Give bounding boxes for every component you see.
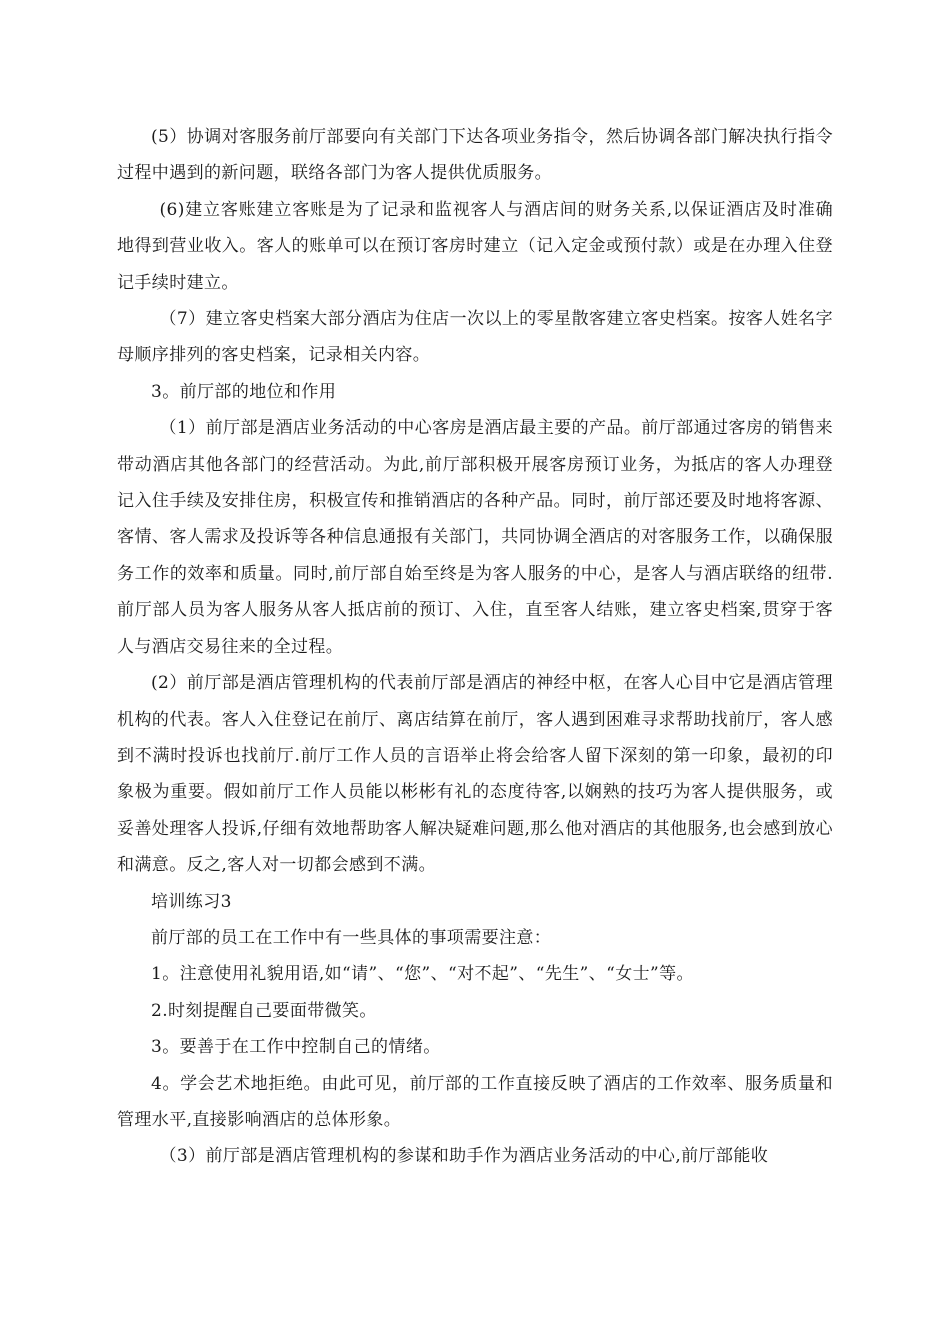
list-item-smile: 2.时刻提醒自己要面带微笑。 <box>151 1000 377 1021</box>
list-item-decline-artfully: 4。学会艺术地拒绝。由此可见，前厅部的工作直接反映了酒店的工作效率、服务质量和管理水平,直接影响酒店的总体形象。 <box>117 1073 833 1130</box>
list-item-polite-language: 1。注意使用礼貌用语,如“请”、“您”、“对不起”、“先生”、“女士”等。 <box>151 964 694 985</box>
paragraph-coordinate-service: (5）协调对客服务前厅部要向有关部门下达各项业务指令，然后协调各部门解决执行指令过程中遇到的新问题，联络各部门为客人提供优质服务。 <box>117 127 833 184</box>
section-heading-training-exercise: 培训练习3 <box>151 891 232 912</box>
list-item-control-emotions: 3。要善于在工作中控制自己的情绪。 <box>151 1037 441 1058</box>
paragraph-staff-notes-intro: 前厅部的员工在工作中有一些具体的事项需要注意： <box>151 927 552 948</box>
paragraph-business-center: （1）前厅部是酒店业务活动的中心客房是酒店最主要的产品。前厅部通过客房的销售来带动酒店其他各部门的经营活动。为此,前厅部积极开展客房预订业务，为抵店的客人办理登记入住手续及安排住房，积极宣传和推销酒店的各种产品。同时，前厅部还要及时地将客源、客情、客人需求及投诉等各种信息通报有关部门，共同协调全酒店的对客服务工作，以确保服务工作的效率和质量。同时,前厅部自始至终是为客人服务的中心，是客人与酒店联络的纽带.前厅部人员为客人服务从客人抵店前的预订、入住，直至客人结账，建立客史档案,贯穿于客人与酒店交易往来的全过程。 <box>117 418 833 657</box>
document-page <box>117 119 833 1175</box>
paragraph-guest-account: (6)建立客账建立客账是为了记录和监视客人与酒店间的财务关系,以保证酒店及时准确地得到营业收入。客人的账单可以在预订客房时建立（记入定金或预付款）或是在办理入住登记手续时建立。 <box>117 199 833 293</box>
paragraph-advisor-assistant: （3）前厅部是酒店管理机构的参谋和助手作为酒店业务活动的中心,前厅部能收 <box>159 1146 769 1167</box>
paragraph-guest-history: （7）建立客史档案大部分酒店为住店一次以上的零星散客建立客史档案。按客人姓名字母顺序排列的客史档案，记录相关内容。 <box>117 309 833 366</box>
paragraph-management-representative: (2）前厅部是酒店管理机构的代表前厅部是酒店的神经中枢，在客人心目中它是酒店管理机构的代表。客人入住登记在前厅、离店结算在前厅，客人遇到困难寻求帮助找前厅，客人感到不满时投诉也找前厅.前厅工作人员的言语举止将会给客人留下深刻的第一印象，最初的印象极为重要。假如前厅工作人员能以彬彬有礼的态度待客,以娴熟的技巧为客人提供服务，或妥善处理客人投诉,仔细有效地帮助客人解决疑难问题,那么他对酒店的其他服务,也会感到放心和满意。反之,客人对一切都会感到不满。 <box>117 673 833 876</box>
section-heading-status-role: 3。前厅部的地位和作用 <box>151 381 337 402</box>
